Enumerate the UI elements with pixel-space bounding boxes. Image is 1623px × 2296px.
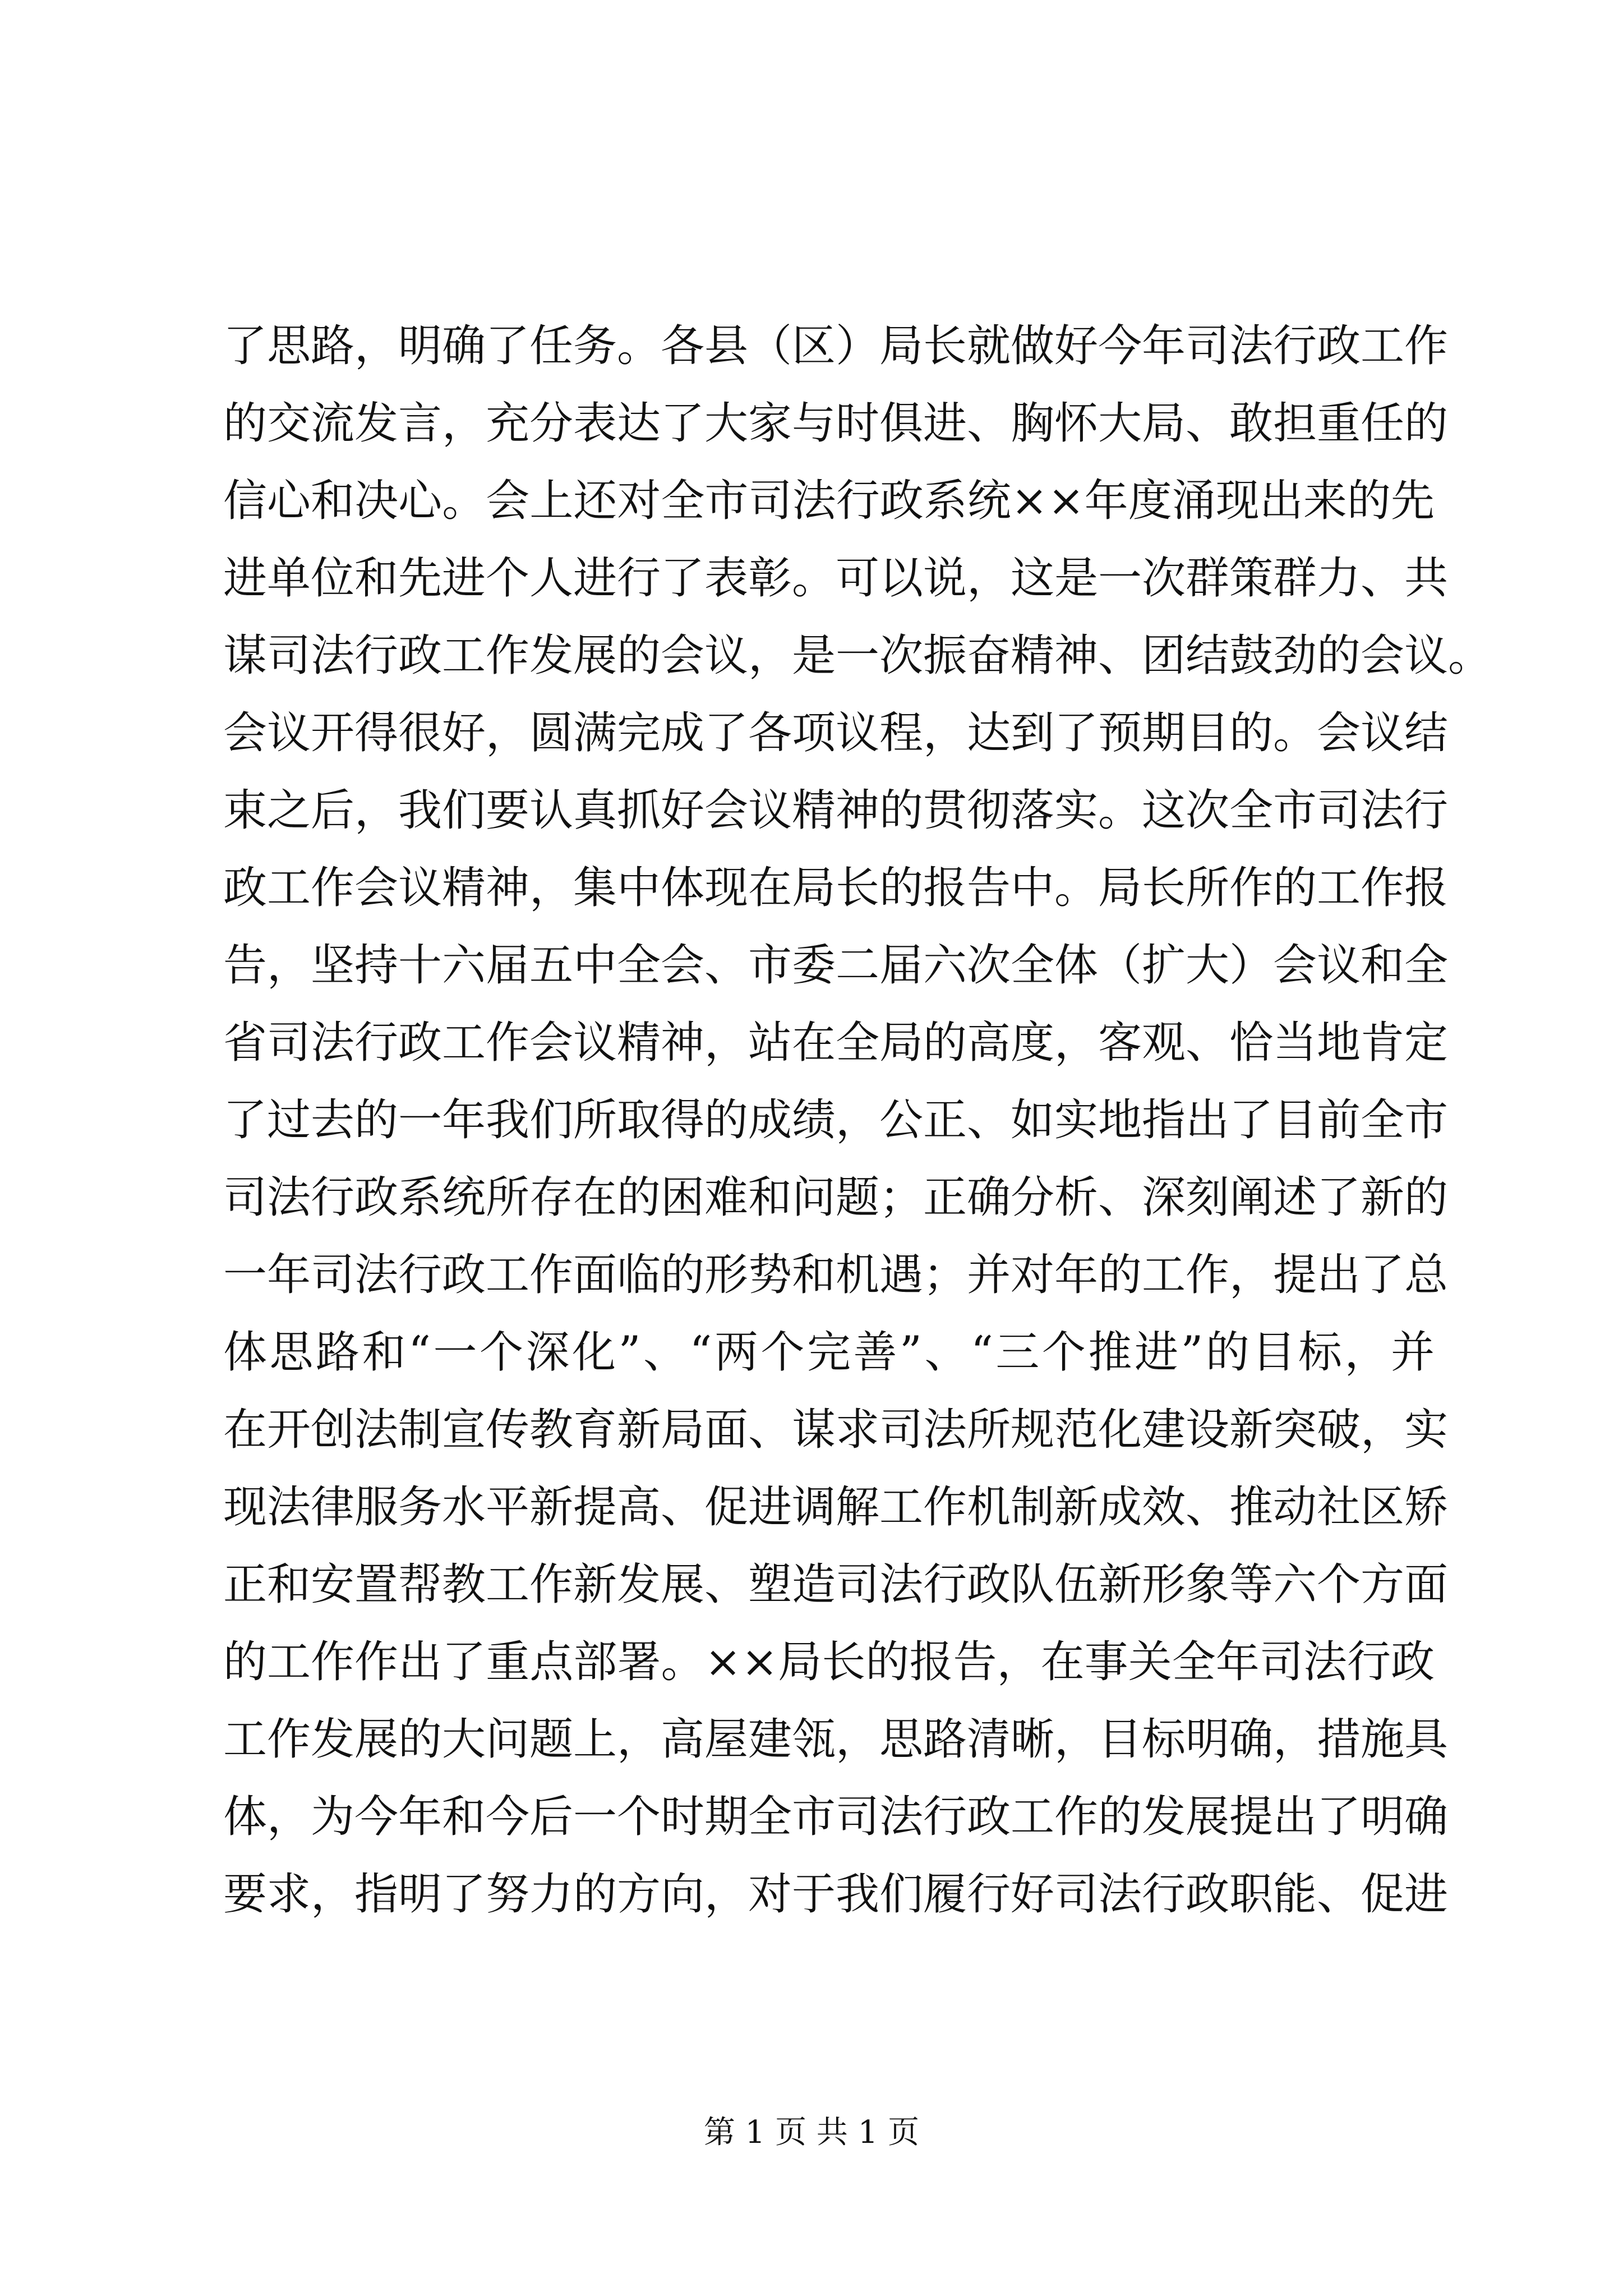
text-line: 工作发展的大问题上，高屋建瓴，思路清晰，目标明确，措施具 — [223, 1714, 1449, 1765]
text-line: 一年司法行政工作面临的形势和机遇；并对年的工作，提出了总 — [223, 1250, 1449, 1300]
text-line: 在开创法制宣传教育新局面、谋求司法所规范化建设新突破，实 — [223, 1405, 1449, 1455]
page-footer — [0, 2110, 1623, 2155]
text-line: 谋司法行政工作发展的会议，是一次振奋精神、团结鼓劲的会议。 — [223, 631, 1492, 681]
text-line: 的工作作出了重点部署。××局长的报告，在事关全年司法行政 — [223, 1637, 1435, 1687]
text-line: 体思路和“一个深化”、“两个完善”、“三个推进”的目标，并 — [223, 1327, 1435, 1378]
text-line: 束之后，我们要认真抓好会议精神的贯彻落实。这次全市司法行 — [223, 785, 1449, 836]
text-line: 政工作会议精神，集中体现在局长的报告中。局长所作的工作报 — [223, 863, 1449, 913]
text-line: 司法行政系统所存在的困难和问题；正确分析、深刻阐述了新的 — [223, 1172, 1449, 1223]
text-line: 要求，指明了努力的方向，对于我们履行好司法行政职能、促进 — [223, 1869, 1449, 1920]
text-line: 告，坚持十六届五中全会、市委二届六次全体（扩大）会议和全 — [223, 940, 1449, 991]
text-line: 了思路，明确了任务。各县（区）局长就做好今年司法行政工作 — [223, 321, 1449, 371]
text-line: 省司法行政工作会议精神，站在全局的高度，客观、恰当地肯定 — [223, 1018, 1449, 1068]
text-line: 体，为今年和今后一个时期全市司法行政工作的发展提出了明确 — [223, 1792, 1449, 1842]
text-line: 的交流发言，充分表达了大家与时俱进、胸怀大局、敢担重任的 — [223, 398, 1449, 449]
body-text — [223, 307, 1492, 1933]
text-line: 信心和决心。会上还对全市司法行政系统××年度涌现出来的先 — [223, 476, 1435, 526]
text-line: 会议开得很好，圆满完成了各项议程，达到了预期目的。会议结 — [223, 708, 1449, 758]
text-line: 现法律服务水平新提高、促进调解工作机制新成效、推动社区矫 — [223, 1482, 1449, 1533]
text-line: 进单位和先进个人进行了表彰。可以说，这是一次群策群力、共 — [223, 553, 1449, 604]
page-number: 第 1 页 共 1 页 — [703, 2114, 920, 2151]
text-line: 了过去的一年我们所取得的成绩，公正、如实地指出了目前全市 — [223, 1095, 1449, 1145]
text-line: 正和安置帮教工作新发展、塑造司法行政队伍新形象等六个方面 — [223, 1559, 1449, 1610]
